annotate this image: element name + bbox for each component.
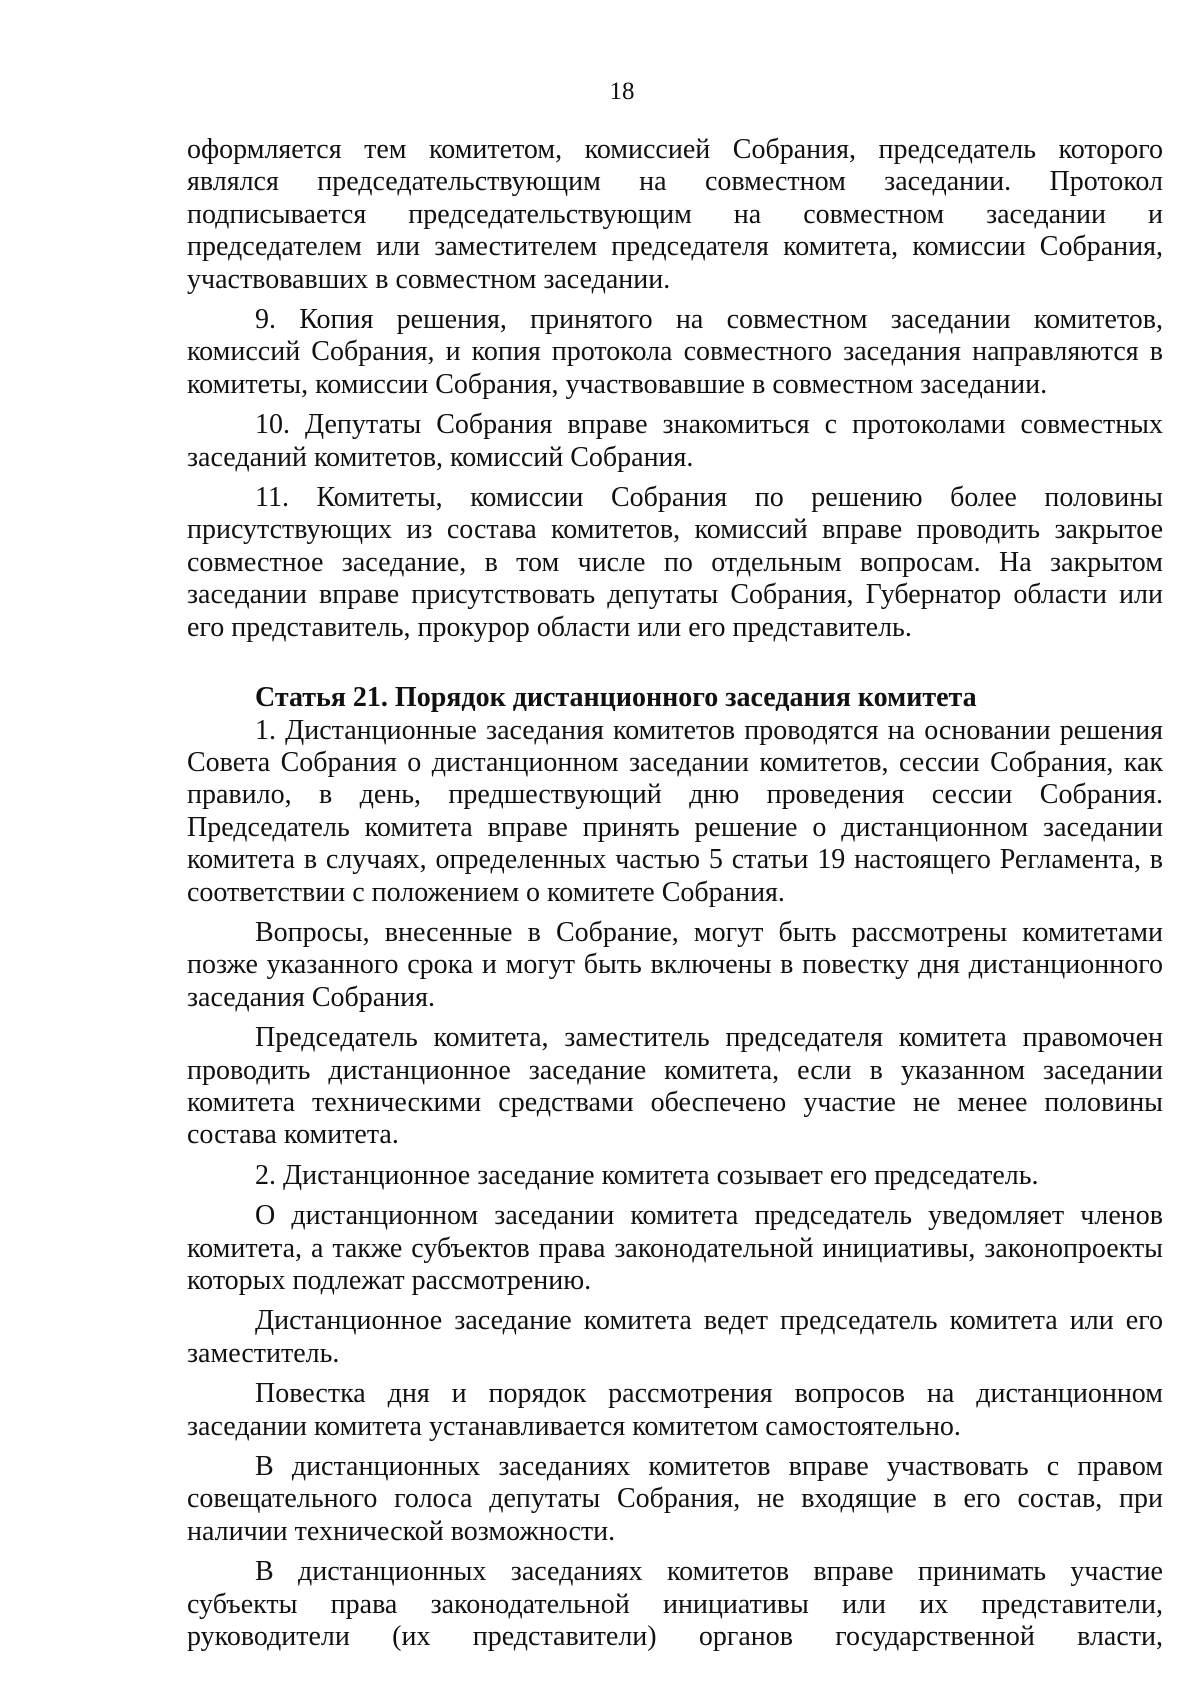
paragraph-continuation: оформляется тем комитетом, комиссией Собрания, председатель которого являлся председательствующим на совместном заседании. Протокол подписывается председательствующим на совместном заседании и председателем или заместителем председателя комитета, комиссии Собрания, участвовавших в совместном заседании. <box>187 134 1163 295</box>
article-heading: Статья 21. Порядок дистанционного заседания комитета <box>255 682 977 714</box>
paragraph-article21-item-2: 2. Дистанционное заседание комитета созывает его председатель. <box>255 1159 1039 1191</box>
paragraph-item-11: 11. Комитеты, комиссии Собрания по решению более половины присутствующих из состава комитетов, комиссий вправе проводить закрытое совместное заседание, в том числе по отдельным вопросам. На закрытом заседании вправе присутствовать депутаты Собрания, Губернатор области или его представитель, прокурор области или его представитель. <box>187 482 1163 643</box>
paragraph-article21-item-1: 1. Дистанционные заседания комитетов проводятся на основании решения Совета Собрания о дистанционном заседании комитетов, сессии Собрания, как правило, в день, предшествующий дню проведения сессии Собрания. Председатель комитета вправе принять решение о дистанционном заседании комитета в случаях, определенных частью 5 статьи 19 настоящего Регламента, в соответствии с положением о комитете Собрания. <box>187 714 1163 908</box>
paragraph-participants: В дистанционных заседаниях комитетов вправе принимать участие субъекты права законодательной инициативы или их представители, руководители (их представители) органов государственной власти, <box>187 1556 1163 1653</box>
paragraph-chair: Дистанционное заседание комитета ведет председатель комитета или его заместитель. <box>187 1305 1163 1369</box>
paragraph-agenda: Повестка дня и порядок рассмотрения вопросов на дистанционном заседании комитета устанавливается комитетом самостоятельно. <box>187 1378 1163 1442</box>
paragraph-item-9: 9. Копия решения, принятого на совместном заседании комитетов, комиссий Собрания, и копия протокола совместного заседания направляются в комитеты, комиссии Собрания, участвовавшие в совместном заседании. <box>187 304 1163 400</box>
paragraph-questions: Вопросы, внесенные в Собрание, могут быть рассмотрены комитетами позже указанного срока и могут быть включены в повестку дня дистанционного заседания Собрания. <box>187 916 1163 1013</box>
paragraph-quorum: Председатель комитета, заместитель председателя комитета правомочен проводить дистанционное заседание комитета, если в указанном заседании комитета техническими средствами обеспечено участие не менее половины состава комитета. <box>187 1022 1163 1151</box>
page-number: 18 <box>609 78 635 105</box>
document-body <box>187 134 1163 1653</box>
paragraph-advisory-vote: В дистанционных заседаниях комитетов вправе участвовать с правом совещательного голоса депутаты Собрания, не входящие в его состав, при наличии технической возможности. <box>187 1451 1163 1547</box>
paragraph-notification: О дистанционном заседании комитета председатель уведомляет членов комитета, а также субъектов права законодательной инициативы, законопроекты которых подлежат рассмотрению. <box>187 1200 1163 1296</box>
paragraph-item-10: 10. Депутаты Собрания вправе знакомиться с протоколами совместных заседаний комитетов, комиссий Собрания. <box>187 409 1163 473</box>
